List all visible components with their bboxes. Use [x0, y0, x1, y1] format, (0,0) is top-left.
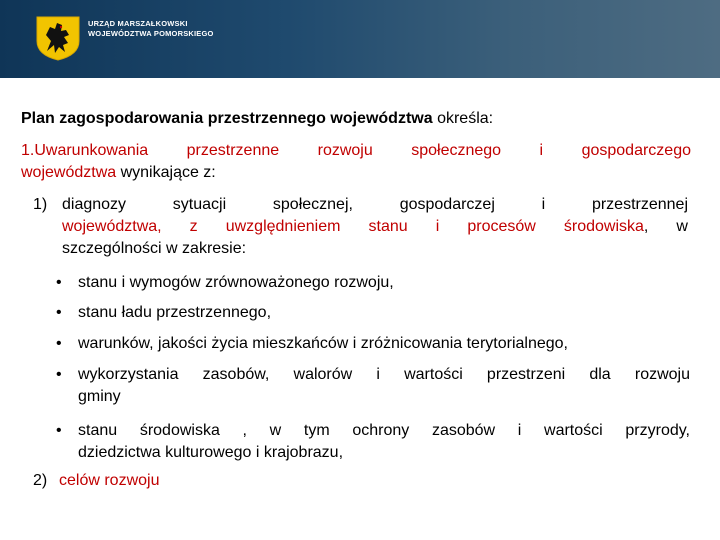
heading-rest: określa: — [432, 110, 494, 127]
bullet-marker: • — [56, 335, 62, 352]
bullet-item: stanu ładu przestrzennego, — [78, 304, 272, 321]
header-bar — [0, 0, 720, 78]
bullet-marker: • — [56, 274, 62, 291]
item1-rest: wynikające z: — [116, 164, 216, 181]
item1-line2 — [21, 162, 691, 184]
sub2-marker: 2) — [33, 472, 48, 489]
item1-line1: 1.Uwarunkowania przestrzenne rozwoju społecznego i gospodarczego — [21, 142, 691, 159]
bullet-marker: • — [56, 304, 62, 321]
bullet-marker: • — [56, 422, 62, 439]
sub1-red: województwa, z uwzględnieniem stanu i procesów środowiska — [62, 218, 644, 235]
office-name-line1: URZĄD MARSZAŁKOWSKI — [88, 19, 188, 28]
heading-bold: Plan zagospodarowania przestrzennego województwa — [21, 110, 433, 127]
sub1-line1: diagnozy sytuacji społecznej, gospodarczej i przestrzennej — [62, 196, 688, 213]
griffin-coat-of-arms-icon — [35, 15, 81, 61]
heading — [21, 108, 691, 130]
bullet-item: stanu środowiska , w tym ochrony zasobów i wartości przyrody, — [78, 422, 690, 439]
office-name-line2: WOJEWÓDZTWA POMORSKIEGO — [88, 29, 214, 38]
sub1-line2-rest: , w — [643, 218, 688, 235]
bullet-marker: • — [56, 366, 62, 383]
office-name — [88, 19, 214, 39]
bullet-item: wykorzystania zasobów, walorów i wartości przestrzeni dla rozwoju — [78, 366, 690, 383]
bullet-item-cont: dziedzictwa kulturowego i krajobrazu, — [78, 444, 344, 461]
item1-red: województwa — [21, 164, 117, 181]
bullet-item: stanu i wymogów zrównoważonego rozwoju, — [78, 274, 394, 291]
sub1-line2 — [62, 216, 688, 238]
sub1-line3: szczególności w zakresie: — [62, 240, 247, 257]
bullet-item: warunków, jakości życia mieszkańców i zróżnicowania terytorialnego, — [78, 335, 568, 352]
bullet-item-cont: gminy — [78, 388, 121, 405]
sub2-text: celów rozwoju — [59, 472, 160, 489]
sub1-marker: 1) — [33, 196, 48, 213]
